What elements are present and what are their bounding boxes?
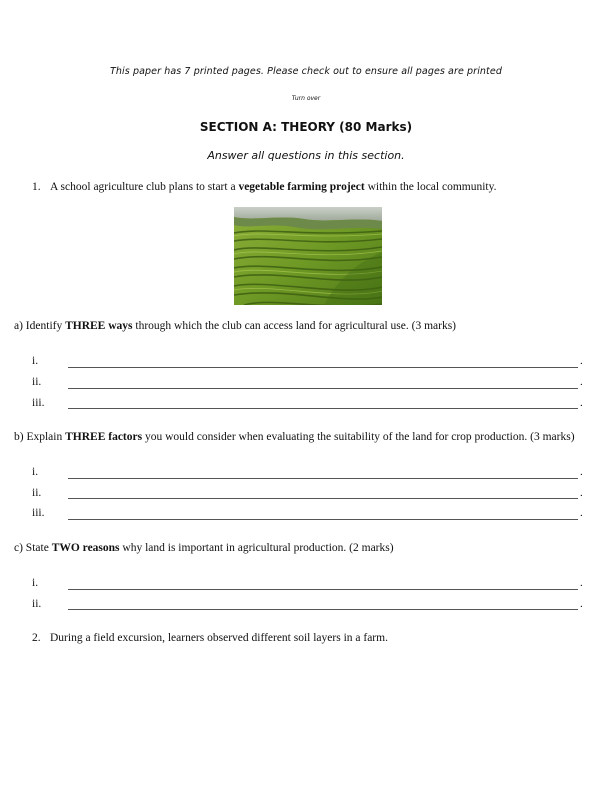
answer-line-1c-ii[interactable] <box>68 609 578 610</box>
line-end-dot: . <box>580 466 583 478</box>
line-end-dot: . <box>580 598 583 610</box>
section-instruction: Answer all questions in this section. <box>207 149 405 162</box>
answer-label: ii. <box>32 487 42 499</box>
answer-label: i. <box>32 466 39 478</box>
answer-label: iii. <box>32 507 45 519</box>
answer-line-1b-iii[interactable] <box>68 519 578 520</box>
turn-over-note: Turn over <box>291 95 321 102</box>
line-end-dot: . <box>580 355 583 367</box>
answer-line-1a-iii[interactable] <box>68 408 578 409</box>
answer-label: i. <box>32 355 39 367</box>
line-end-dot: . <box>580 487 583 499</box>
terraced-field-photo <box>234 207 382 305</box>
answer-label: iii. <box>32 397 45 409</box>
line-end-dot: . <box>580 507 583 519</box>
answer-line-1b-ii[interactable] <box>68 498 578 499</box>
line-end-dot: . <box>580 577 583 589</box>
question-1b-text: b) Explain THREE factors you would consider when evaluating the suitability of the land for crop production. (3 marks) <box>14 431 575 443</box>
question-2-text: During a field excursion, learners observed different soil layers in a farm. <box>50 632 388 644</box>
line-end-dot: . <box>580 397 583 409</box>
answer-label: i. <box>32 577 39 589</box>
answer-line-1b-i[interactable] <box>68 478 578 479</box>
answer-label: ii. <box>32 376 42 388</box>
answer-line-1a-ii[interactable] <box>68 388 578 389</box>
page-count-note: This paper has 7 printed pages. Please check out to ensure all pages are printed <box>110 66 502 77</box>
question-2-number: 2. <box>32 632 41 644</box>
question-1c-text: c) State TWO reasons why land is important in agricultural production. (2 marks) <box>14 542 394 554</box>
question-1-text: A school agriculture club plans to start a vegetable farming project within the local community. <box>50 181 497 193</box>
question-1-number: 1. <box>32 181 41 193</box>
answer-line-1c-i[interactable] <box>68 589 578 590</box>
question-1a-text: a) Identify THREE ways through which the club can access land for agricultural use. (3 marks) <box>14 320 456 332</box>
line-end-dot: . <box>580 376 583 388</box>
answer-label: ii. <box>32 598 42 610</box>
answer-line-1a-i[interactable] <box>68 367 578 368</box>
section-title: SECTION A: THEORY (80 Marks) <box>199 120 413 134</box>
